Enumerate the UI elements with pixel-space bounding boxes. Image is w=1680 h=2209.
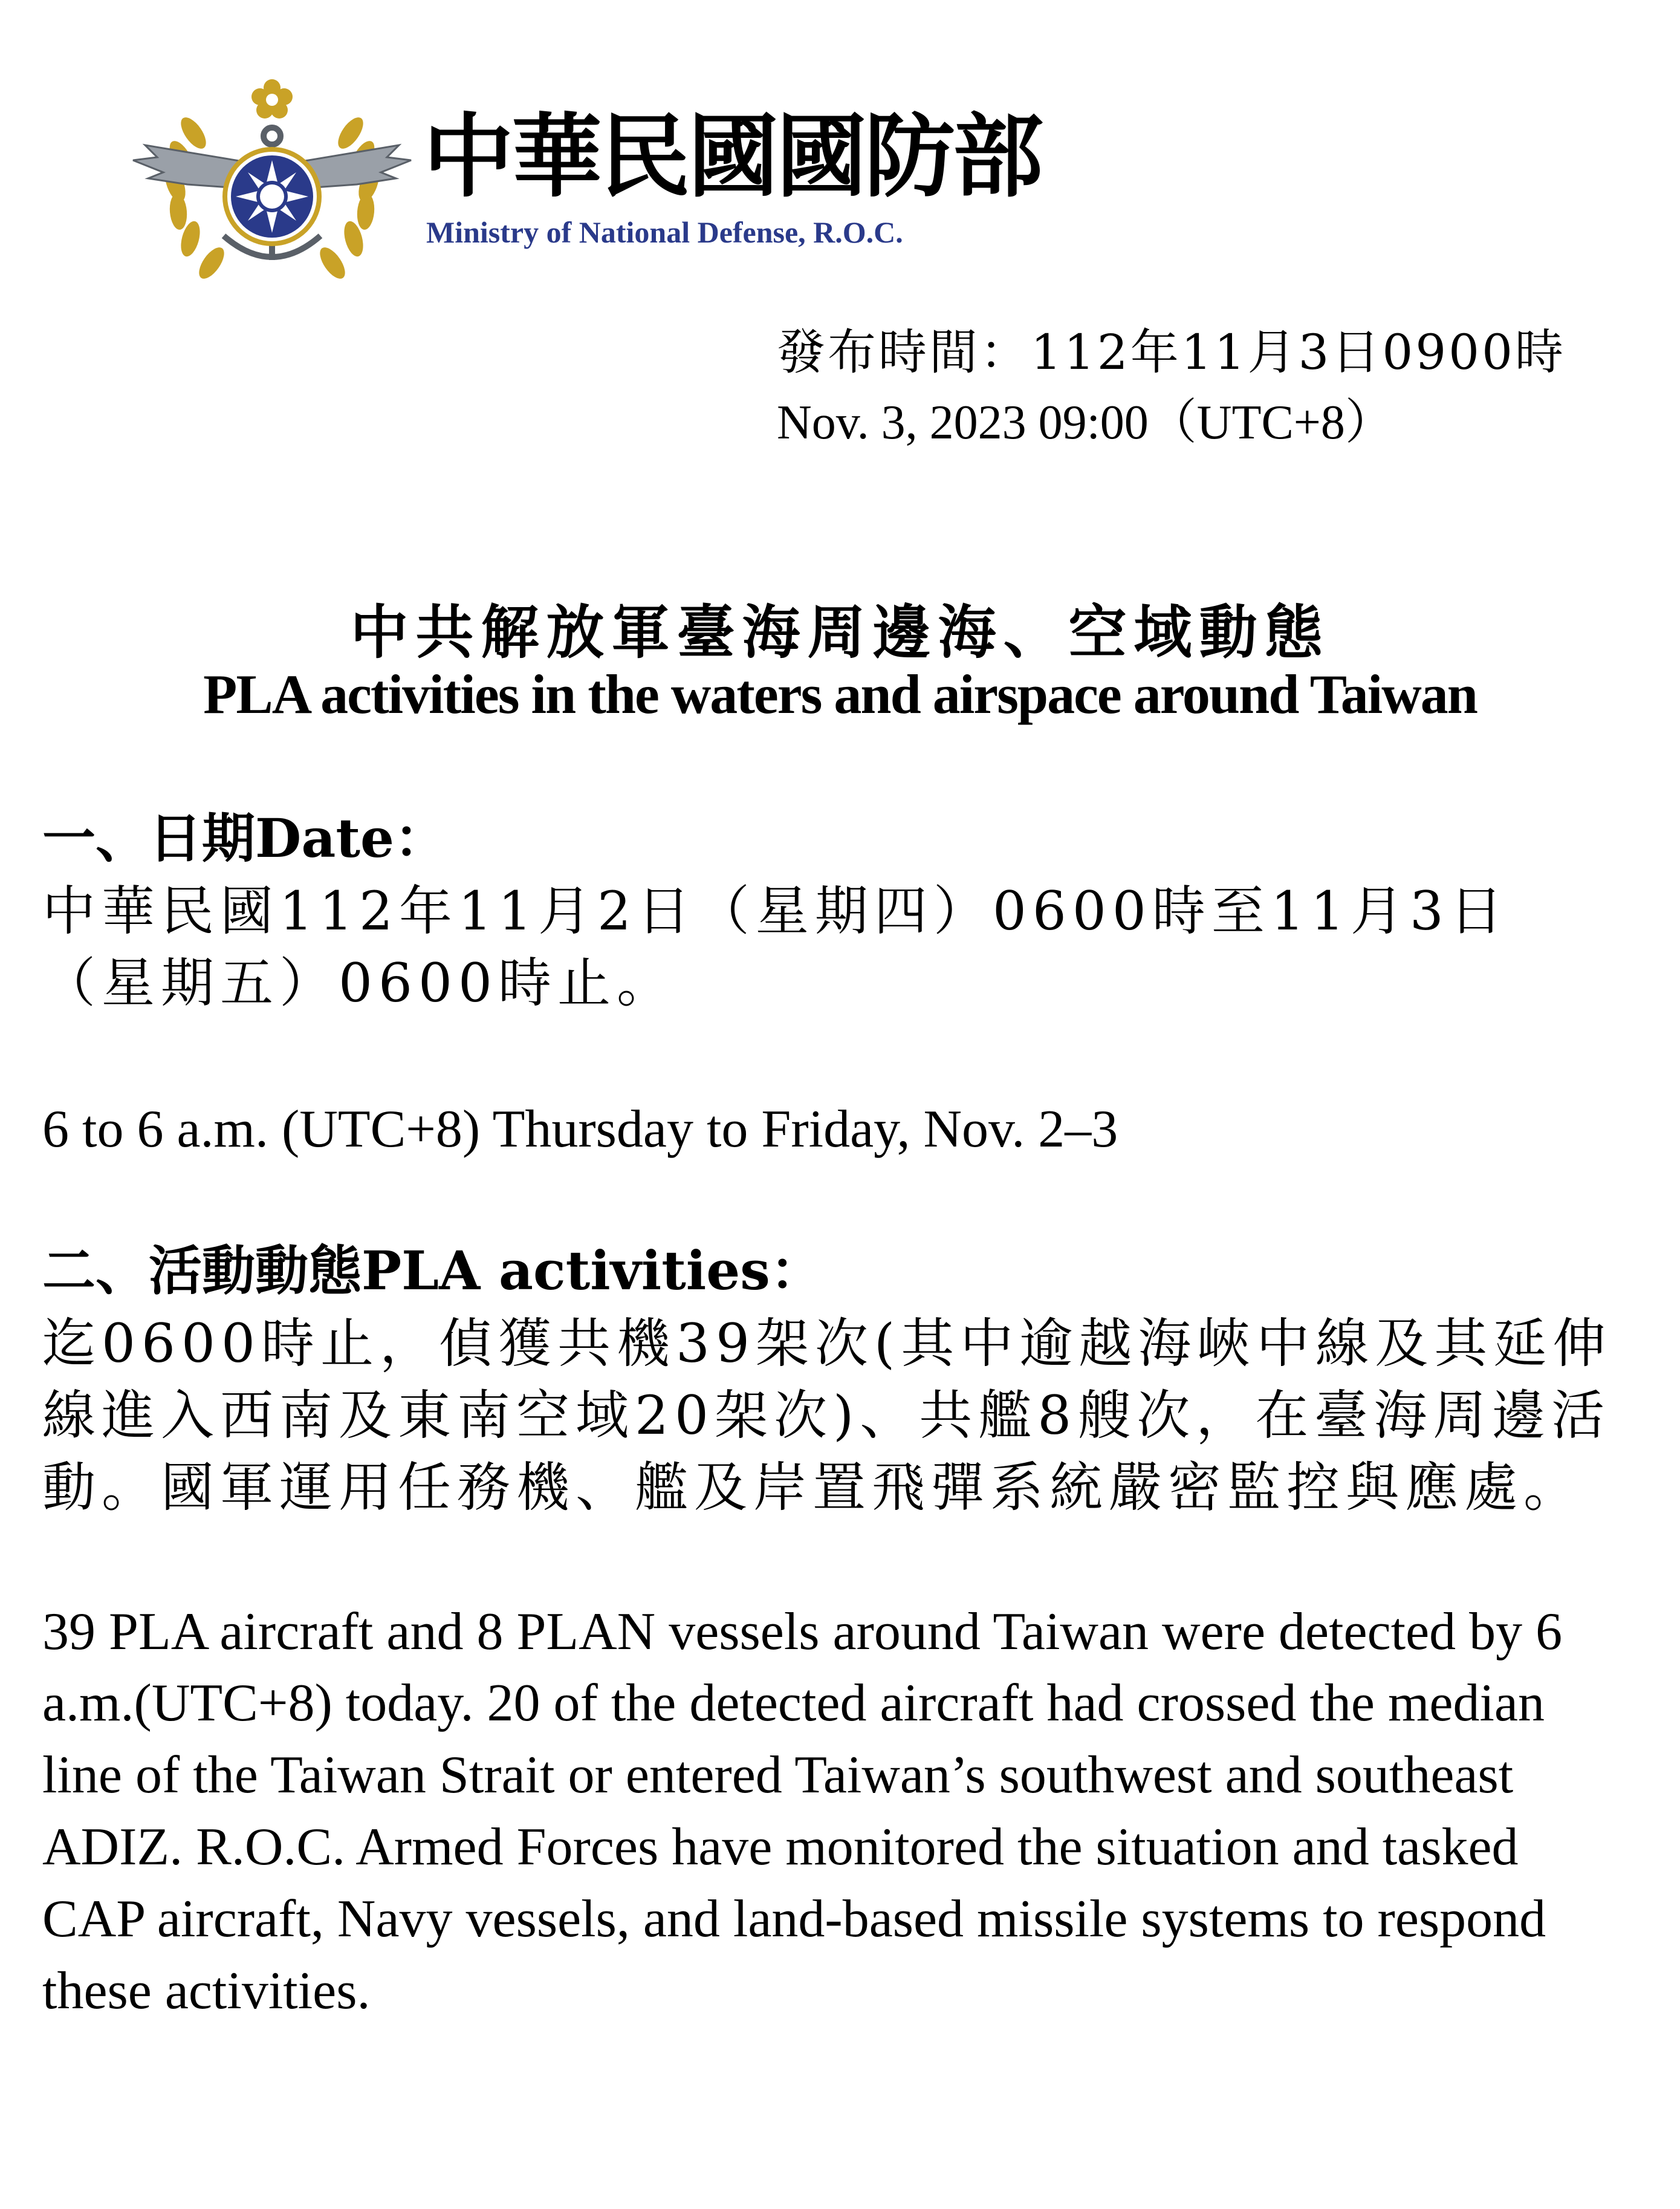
release-time: [777, 317, 1566, 458]
page-title-en: PLA activities in the waters and airspace around Taiwan: [203, 663, 1477, 725]
release-time-zh: 發布時間：112年11月3日0900時: [777, 324, 1566, 380]
plum-blossom-icon: [251, 79, 293, 119]
page-title-zh: 中共解放軍臺海周邊海、空域動態: [350, 598, 1330, 666]
wheat-right-icon: [315, 113, 383, 282]
wheat-left-icon: [161, 113, 229, 282]
org-name-en: Ministry of National Defense, R.O.C.: [426, 215, 903, 249]
org-name-zh: 中華民國國防部: [423, 105, 1042, 210]
section-activities-text-en: 39 PLA aircraft and 8 PLAN vessels around Taiwan were detected by 6 a.m.(UTC+8) today. 20 of the detected aircraft had crossed the median line of the Taiwan Strait or entered Taiwan’s southwest and southeast ADIZ. R.O.C. Armed Forces have monitored the situation and tasked CAP aircraft, Navy vessels, and land-based missile systems to respond these activities.: [42, 1602, 1563, 2020]
section-activities-text-zh: 迄0600時止，偵獲共機39架次(其中逾越海峽中線及其延伸線進入西南及東南空域20架次)、共艦8艘次，在臺海周邊活動。國軍運用任務機、艦及岸置飛彈系統嚴密監控與應處。: [42, 1312, 1612, 1518]
section-activities: [42, 1234, 1638, 2027]
section-date-text-zh: 中華民國112年11月2日（星期四）0600時至11月3日（星期五）0600時止。: [42, 880, 1509, 1014]
letterhead: [121, 60, 1088, 302]
section-date-text-en: 6 to 6 a.m. (UTC+8) Thursday to Friday, Nov. 2–3: [42, 1099, 1118, 1159]
release-time-en: Nov. 3, 2023 09:00（UTC+8）: [777, 396, 1393, 449]
section-activities-heading: 二、活動動態PLA activities：: [42, 1239, 823, 1302]
section-date-heading: 一、日期Date：: [42, 807, 447, 870]
section-date: [42, 801, 1638, 1166]
mnd-emblem-icon: [121, 60, 423, 302]
